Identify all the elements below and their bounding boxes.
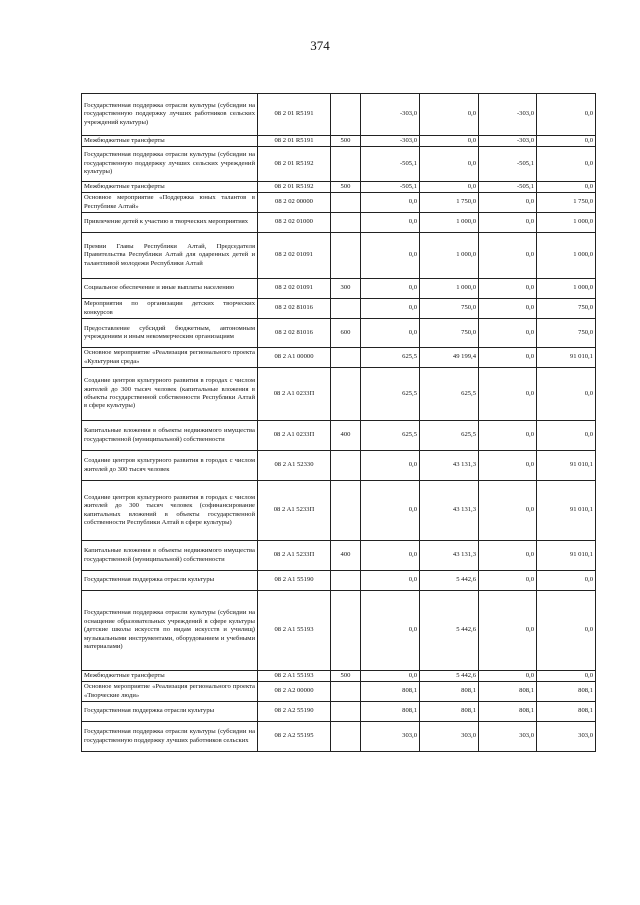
row-value-4: 1 000,0 (537, 213, 596, 233)
row-value-4: 808,1 (537, 702, 596, 722)
row-code: 08 2 A1 55190 (258, 571, 331, 591)
row-value-4: 0,0 (537, 591, 596, 671)
row-vr: 500 (331, 182, 361, 193)
row-value-4: 1 000,0 (537, 279, 596, 299)
table-row (82, 348, 596, 368)
row-value-2: 808,1 (420, 702, 479, 722)
row-value-1: 0,0 (361, 591, 420, 671)
row-code: 08 2 02 81016 (258, 299, 331, 319)
row-name: Государственная поддержка отрасли культуры (82, 571, 258, 591)
row-value-4: 0,0 (537, 182, 596, 193)
row-vr (331, 702, 361, 722)
row-code: 08 2 A1 0233П (258, 368, 331, 421)
page-number: 374 (310, 38, 330, 53)
row-vr (331, 682, 361, 702)
row-vr: 400 (331, 421, 361, 451)
row-value-2: 43 131,3 (420, 481, 479, 541)
table-row (82, 279, 596, 299)
row-value-2: 625,5 (420, 368, 479, 421)
row-code: 08 2 A1 00000 (258, 348, 331, 368)
row-vr: 600 (331, 319, 361, 348)
row-value-1: 0,0 (361, 299, 420, 319)
table-row (82, 682, 596, 702)
row-name: Капитальные вложения в объекты недвижимого имущества государственной (муниципальной) собственности (82, 541, 258, 571)
row-name: Основное мероприятие «Реализация регионального проекта «Культурная среда» (82, 348, 258, 368)
row-value-3: 0,0 (479, 451, 537, 481)
row-value-1: 303,0 (361, 722, 420, 752)
row-value-1: -505,1 (361, 182, 420, 193)
row-name: Межбюджетные трансферты (82, 136, 258, 147)
row-name: Государственная поддержка отрасли культуры (субсидии на государственную поддержку лучших работников сельских (82, 722, 258, 752)
table-row (82, 94, 596, 136)
table-row (82, 722, 596, 752)
row-vr (331, 451, 361, 481)
table-row (82, 702, 596, 722)
row-value-2: 1 750,0 (420, 193, 479, 213)
table-row (82, 319, 596, 348)
row-code: 08 2 01 R5191 (258, 136, 331, 147)
row-value-3: 0,0 (479, 279, 537, 299)
table-row (82, 368, 596, 421)
row-value-4: 0,0 (537, 147, 596, 182)
row-name: Межбюджетные трансферты (82, 671, 258, 682)
row-name: Привлечение детей к участию в творческих мероприятиях (82, 213, 258, 233)
row-value-4: 91 010,1 (537, 481, 596, 541)
row-value-1: 0,0 (361, 451, 420, 481)
row-value-2: 43 131,3 (420, 541, 479, 571)
row-vr (331, 233, 361, 279)
row-value-3: 0,0 (479, 481, 537, 541)
row-value-4: 750,0 (537, 319, 596, 348)
row-value-4: 0,0 (537, 671, 596, 682)
row-value-3: -505,1 (479, 147, 537, 182)
table-row (82, 193, 596, 213)
row-value-4: 0,0 (537, 421, 596, 451)
row-code: 08 2 A2 55190 (258, 702, 331, 722)
row-code: 08 2 A2 00000 (258, 682, 331, 702)
row-name: Предоставление субсидий бюджетным, автономным учреждениям и иным некоммерческим организациям (82, 319, 258, 348)
row-vr (331, 722, 361, 752)
row-name: Государственная поддержка отрасли культуры (82, 702, 258, 722)
budget-table-body (82, 94, 596, 752)
row-code: 08 2 01 R5191 (258, 94, 331, 136)
row-value-3: 808,1 (479, 702, 537, 722)
row-value-3: 0,0 (479, 571, 537, 591)
table-row (82, 571, 596, 591)
row-value-2: 49 199,4 (420, 348, 479, 368)
row-value-3: -505,1 (479, 182, 537, 193)
row-vr: 400 (331, 541, 361, 571)
row-value-2: 0,0 (420, 94, 479, 136)
row-name: Государственная поддержка отрасли культуры (субсидии на государственную поддержку лучших сельских учреждений культуры) (82, 147, 258, 182)
row-name: Создание центров культурного развития в городах с числом жителей до 300 тысяч человек (капитальные вложения в объекты государственной собственности Республики Алтай в сфере культуры) (82, 368, 258, 421)
row-vr (331, 348, 361, 368)
row-value-3: 0,0 (479, 299, 537, 319)
row-vr (331, 591, 361, 671)
row-code: 08 2 02 01091 (258, 279, 331, 299)
row-code: 08 2 02 81016 (258, 319, 331, 348)
row-name: Государственная поддержка отрасли культуры (субсидии на государственную поддержку лучших работников сельских учреждений культуры) (82, 94, 258, 136)
budget-table (81, 93, 596, 752)
row-value-1: 0,0 (361, 319, 420, 348)
row-value-3: 0,0 (479, 671, 537, 682)
row-vr: 500 (331, 671, 361, 682)
table-row (82, 147, 596, 182)
row-value-3: 0,0 (479, 421, 537, 451)
row-vr (331, 299, 361, 319)
row-value-3: -303,0 (479, 94, 537, 136)
row-value-3: 0,0 (479, 213, 537, 233)
table-row (82, 233, 596, 279)
row-code: 08 2 02 00000 (258, 193, 331, 213)
row-value-4: 91 010,1 (537, 451, 596, 481)
table-row (82, 421, 596, 451)
row-value-3: -303,0 (479, 136, 537, 147)
row-value-3: 808,1 (479, 682, 537, 702)
row-value-2: 303,0 (420, 722, 479, 752)
table-row (82, 671, 596, 682)
row-value-1: -505,1 (361, 147, 420, 182)
row-value-3: 0,0 (479, 193, 537, 213)
row-value-2: 5 442,6 (420, 671, 479, 682)
table-row (82, 136, 596, 147)
row-code: 08 2 A1 55193 (258, 671, 331, 682)
row-value-2: 1 000,0 (420, 233, 479, 279)
row-value-4: 1 000,0 (537, 233, 596, 279)
row-value-2: 750,0 (420, 299, 479, 319)
row-value-2: 0,0 (420, 136, 479, 147)
row-value-4: 0,0 (537, 94, 596, 136)
row-code: 08 2 A1 0233П (258, 421, 331, 451)
table-row (82, 591, 596, 671)
row-value-4: 808,1 (537, 682, 596, 702)
row-value-1: -303,0 (361, 136, 420, 147)
row-value-4: 1 750,0 (537, 193, 596, 213)
table-row (82, 451, 596, 481)
row-name: Основное мероприятие «Поддержка юных талантов в Республике Алтай» (82, 193, 258, 213)
row-value-2: 625,5 (420, 421, 479, 451)
row-name: Создание центров культурного развития в городах с числом жителей до 300 тысяч человек (софинансирование капитальных вложений в объекты государственной собственности Республики Алтай в сфере культуры) (82, 481, 258, 541)
row-vr (331, 571, 361, 591)
row-value-2: 5 442,6 (420, 591, 479, 671)
row-code: 08 2 01 R5192 (258, 182, 331, 193)
row-value-2: 0,0 (420, 182, 479, 193)
row-vr (331, 213, 361, 233)
row-value-1: 808,1 (361, 702, 420, 722)
row-code: 08 2 02 01000 (258, 213, 331, 233)
row-value-3: 0,0 (479, 319, 537, 348)
row-code: 08 2 02 01091 (258, 233, 331, 279)
row-vr (331, 193, 361, 213)
table-row (82, 213, 596, 233)
row-value-4: 0,0 (537, 368, 596, 421)
row-value-1: -303,0 (361, 94, 420, 136)
row-name: Социальное обеспечение и иные выплаты населению (82, 279, 258, 299)
row-value-1: 625,5 (361, 368, 420, 421)
table-row (82, 182, 596, 193)
row-name: Капитальные вложения в объекты недвижимого имущества государственной (муниципальной) собственности (82, 421, 258, 451)
row-value-2: 5 442,6 (420, 571, 479, 591)
row-value-1: 0,0 (361, 213, 420, 233)
row-name: Мероприятия по организации детских творческих конкурсов (82, 299, 258, 319)
row-value-3: 0,0 (479, 591, 537, 671)
row-value-1: 0,0 (361, 481, 420, 541)
row-vr: 500 (331, 136, 361, 147)
row-value-2: 1 000,0 (420, 279, 479, 299)
row-value-1: 625,5 (361, 348, 420, 368)
row-name: Межбюджетные трансферты (82, 182, 258, 193)
row-value-1: 0,0 (361, 541, 420, 571)
row-vr (331, 94, 361, 136)
row-value-2: 1 000,0 (420, 213, 479, 233)
row-code: 08 2 01 R5192 (258, 147, 331, 182)
row-code: 08 2 A1 5233П (258, 481, 331, 541)
row-value-3: 303,0 (479, 722, 537, 752)
row-code: 08 2 A1 5233П (258, 541, 331, 571)
row-value-4: 91 010,1 (537, 348, 596, 368)
row-value-2: 808,1 (420, 682, 479, 702)
row-value-3: 0,0 (479, 368, 537, 421)
row-value-3: 0,0 (479, 541, 537, 571)
row-code: 08 2 A2 55195 (258, 722, 331, 752)
row-code: 08 2 A1 52330 (258, 451, 331, 481)
row-value-2: 750,0 (420, 319, 479, 348)
row-vr (331, 147, 361, 182)
row-value-1: 0,0 (361, 571, 420, 591)
row-name: Основное мероприятие «Реализация регионального проекта «Творческие люди» (82, 682, 258, 702)
row-code: 08 2 A1 55193 (258, 591, 331, 671)
row-name: Премии Главы Республики Алтай, Председателя Правительства Республики Алтай для одаренных детей и талантливой молодежи Республики Алтай (82, 233, 258, 279)
row-name: Государственная поддержка отрасли культуры (субсидии на оснащение образовательных учреждений в сфере культуры (детские школы искусств по видам искусств и училищ) музыкальными инструментами, оборудованием и учебными материалами) (82, 591, 258, 671)
row-value-2: 43 131,3 (420, 451, 479, 481)
row-value-4: 0,0 (537, 136, 596, 147)
table-row (82, 481, 596, 541)
row-value-1: 0,0 (361, 193, 420, 213)
row-vr (331, 368, 361, 421)
row-name: Создание центров культурного развития в городах с числом жителей до 300 тысяч человек (82, 451, 258, 481)
row-vr: 300 (331, 279, 361, 299)
row-value-4: 303,0 (537, 722, 596, 752)
table-row (82, 541, 596, 571)
row-value-4: 0,0 (537, 571, 596, 591)
row-value-3: 0,0 (479, 348, 537, 368)
row-value-1: 625,5 (361, 421, 420, 451)
row-vr (331, 481, 361, 541)
row-value-3: 0,0 (479, 233, 537, 279)
row-value-1: 0,0 (361, 671, 420, 682)
row-value-2: 0,0 (420, 147, 479, 182)
row-value-1: 0,0 (361, 279, 420, 299)
row-value-1: 808,1 (361, 682, 420, 702)
row-value-1: 0,0 (361, 233, 420, 279)
table-row (82, 299, 596, 319)
row-value-4: 750,0 (537, 299, 596, 319)
row-value-4: 91 010,1 (537, 541, 596, 571)
